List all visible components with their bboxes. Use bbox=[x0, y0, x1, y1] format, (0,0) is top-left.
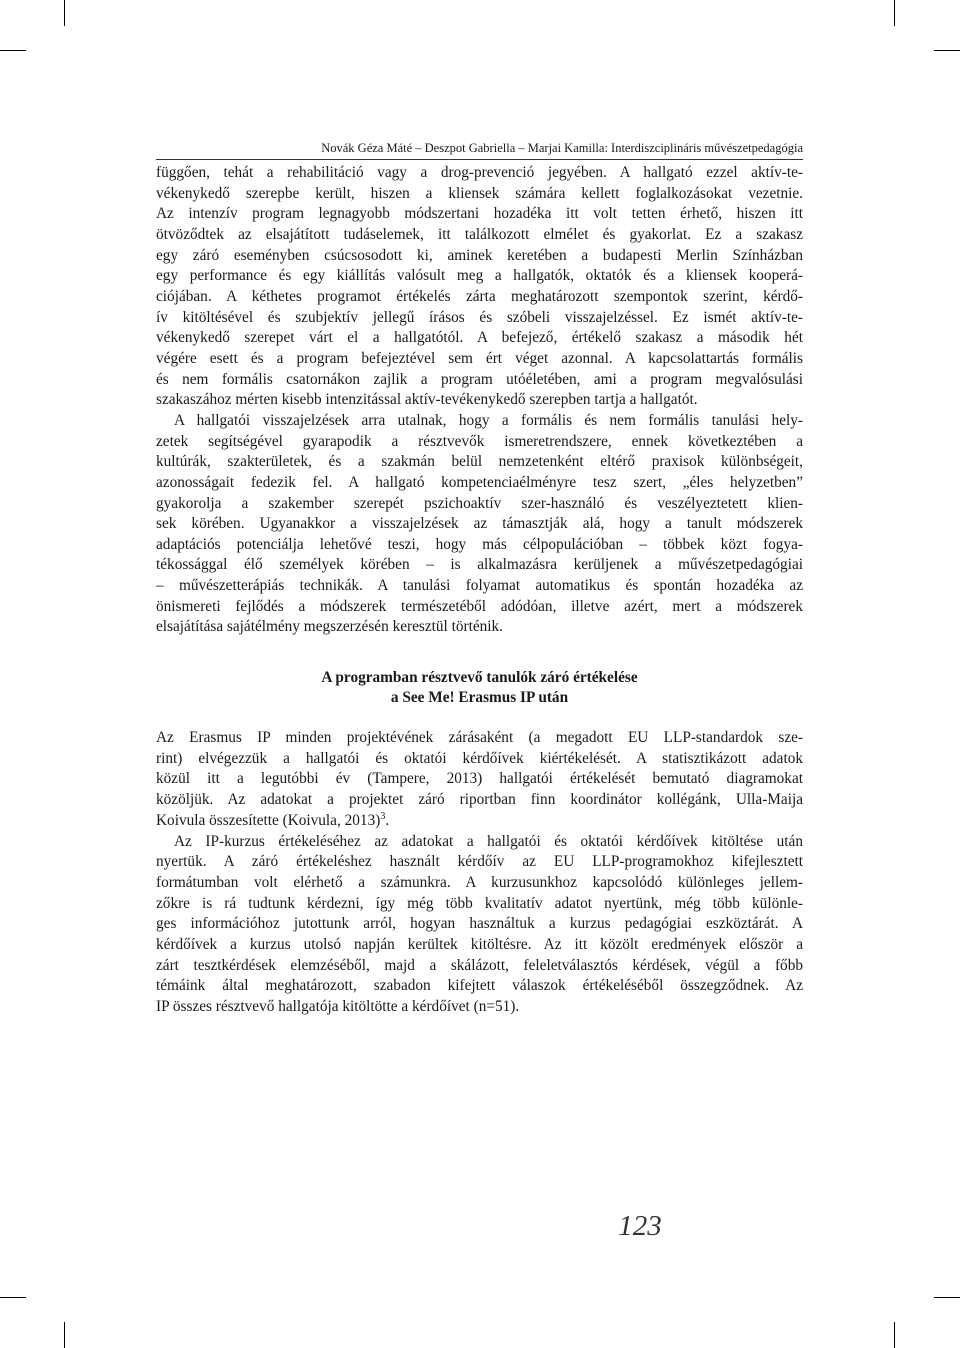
crop-mark bbox=[0, 50, 26, 51]
text-line: közül itt a legutóbbi év (Tampere, 2013) hallgatói értékelését bemutató diagramokat bbox=[156, 770, 803, 788]
section-heading bbox=[156, 668, 803, 708]
text-line: ges információhoz jutottunk arról, hogyan használtuk a kurzus pedagógiai eszköztárát. A bbox=[156, 915, 803, 933]
text-line: végére esett és a program befejeztével sem ért véget azonnal. A kapcsolattartás formális bbox=[156, 349, 803, 367]
text-line: szakaszához mérten kisebb intenzitással aktív-tevékenykedő szerepben tartja a hallgatót. bbox=[156, 391, 698, 409]
running-head: Novák Géza Máté – Deszpot Gabriella – Marjai Kamilla: Interdiszciplináris művészetpedagógia bbox=[321, 141, 803, 155]
crop-mark bbox=[934, 1297, 960, 1298]
heading-line: A programban résztvevő tanulók záró értékelése bbox=[321, 669, 638, 686]
text-line: nyertük. A záró értékeléshez használt kérdőív az EU LLP-programokhoz kifejlesztett bbox=[156, 853, 803, 871]
paragraph bbox=[156, 832, 803, 1018]
text-line: kérdőívek a kurzus utolsó napján kerültek kitöltésre. Az itt közölt eredmények először a bbox=[156, 936, 803, 954]
text-fragment: . bbox=[385, 811, 390, 829]
text-line: ötvöződtek az elsajátított tudáselemek, itt találkozott elmélet és gyakorlat. Ez a szakasz bbox=[156, 225, 803, 243]
page-number: 123 bbox=[618, 1210, 662, 1242]
text-line: – művészetterápiás technikák. A tanulási folyamat automatikus és spontán hozadéka az bbox=[156, 577, 803, 595]
text-line: Az Erasmus IP minden projektévének zárásaként (a megadott EU LLP-standardok sze- bbox=[156, 729, 803, 746]
text-line: függően, tehát a rehabilitáció vagy a drog-prevenció jegyében. A hallgató ezzel aktív-te- bbox=[156, 164, 803, 181]
text-line: ciójában. A kéthetes programot értékelés zárta meghatározott szempontok szerint, kérdő- bbox=[156, 287, 803, 305]
text-line: Az IP-kurzus értékeléséhez az adatokat a hallgatói és oktatói kérdőívek kitöltése után bbox=[174, 832, 803, 850]
text-line: közöljük. Az adatokat a projektet záró riportban finn koordinátor kollégánk, Ulla-Maija bbox=[156, 791, 803, 809]
text-line: zetek segítségével gyarapodik a résztvevők ismeretrendszere, ennek következtében a bbox=[156, 432, 803, 450]
text-line: Az intenzív program legnagyobb módszertani hozadéka itt volt tetten érhető, hiszen itt bbox=[156, 205, 803, 223]
text-line: sek körében. Ugyanakkor a visszajelzések az támasztják alá, hogy a tanult módszerek bbox=[156, 515, 803, 533]
text-line: A hallgatói visszajelzések arra utalnak, hogy a formális és nem formális tanulási hely- bbox=[174, 411, 803, 429]
crop-mark bbox=[64, 0, 65, 26]
text-fragment: Koivula összesítette (Koivula, 2013) bbox=[156, 811, 381, 829]
text-line: egy performance és egy kiállítás valósult meg a hallgatók, oktatók és a kliensek kooperá- bbox=[156, 267, 803, 285]
text-line: témáink által meghatározott, szabadon kifejtett válaszok értékeléséből összegződnek. Az bbox=[156, 977, 803, 995]
text-line: zőkre is rá tudtunk kérdezni, így még több kvalitatív adatot nyertünk, még több különle- bbox=[156, 894, 803, 912]
text-line: zárt tesztkérdések elemzéséből, majd a skálázott, feleletválasztós kérdések, végül a főbb bbox=[156, 956, 803, 974]
crop-mark bbox=[934, 50, 960, 51]
text-line: vékenykedő szerepet várt el a hallgatótól. A befejező, értékelő szakasz a második hét bbox=[156, 329, 803, 347]
body-text-block-2 bbox=[156, 728, 803, 1018]
crop-mark bbox=[64, 1322, 65, 1348]
text-line: vékenykedő szerepbe került, hiszen a kliensek számára kellett foglalkozásokat vezetnie. bbox=[156, 184, 803, 202]
crop-mark bbox=[0, 1297, 26, 1298]
paragraph bbox=[156, 163, 803, 411]
text-line bbox=[156, 811, 803, 832]
header-rule bbox=[156, 159, 803, 160]
crop-mark bbox=[894, 1322, 895, 1348]
text-line: elsajátítása sajátélmény megszerzésén keresztül történik. bbox=[156, 618, 504, 636]
text-line: IP összes résztvevő hallgatója kitöltötte a kérdőívet (n=51). bbox=[156, 998, 520, 1016]
text-line: adaptációs potenciálja lehetővé teszi, hogy más célpopulációban – többek közt fogya- bbox=[156, 535, 803, 553]
text-line: és nem formális csatornákon zajlik a program utóéletében, ami a program megvalósulási bbox=[156, 370, 803, 388]
paragraph bbox=[156, 728, 803, 832]
paragraph bbox=[156, 411, 803, 638]
text-line: rint) elvégezzük a hallgatói és oktatói kérdőívek kiértékelését. A statisztikázott adatok bbox=[156, 749, 803, 767]
text-line: azonosságait fedezik fel. A hallgató kompetenciaélményre tesz szert, „éles helyzetben” bbox=[156, 473, 803, 491]
text-line: egy záró eseményben csúcsosodott ki, aminek keretében a budapesti Merlin Színházban bbox=[156, 246, 803, 264]
text-line: gyakorolja a szakember szerepét pszichoaktív szer-használó és veszélyeztetett klien- bbox=[156, 494, 803, 512]
heading-line: a See Me! Erasmus IP után bbox=[390, 689, 569, 706]
footnote-mark: 3 bbox=[380, 810, 386, 822]
crop-mark bbox=[894, 0, 895, 26]
text-line: önismereti fejlődés a módszerek természetéből adódóan, illetve azért, mert a módszerek bbox=[156, 597, 803, 615]
text-line: tékossággal élő személyek körében – is alkalmazásra kerüljenek a művészetpedagógiai bbox=[156, 556, 803, 574]
text-line: ív kitöltésével és szubjektív jellegű írásos és szóbeli visszajelzéssel. Ez ismét aktív-te- bbox=[156, 308, 803, 326]
body-text-block-1 bbox=[156, 163, 803, 638]
text-line: formátumban volt elérhető a számunkra. A kurzusunkhoz kapcsolódó különleges jellem- bbox=[156, 873, 803, 891]
text-line: kultúrák, szakterületek, és a szakmán belül nemzetenként eltérő praxisok különbségeit, bbox=[156, 453, 803, 471]
